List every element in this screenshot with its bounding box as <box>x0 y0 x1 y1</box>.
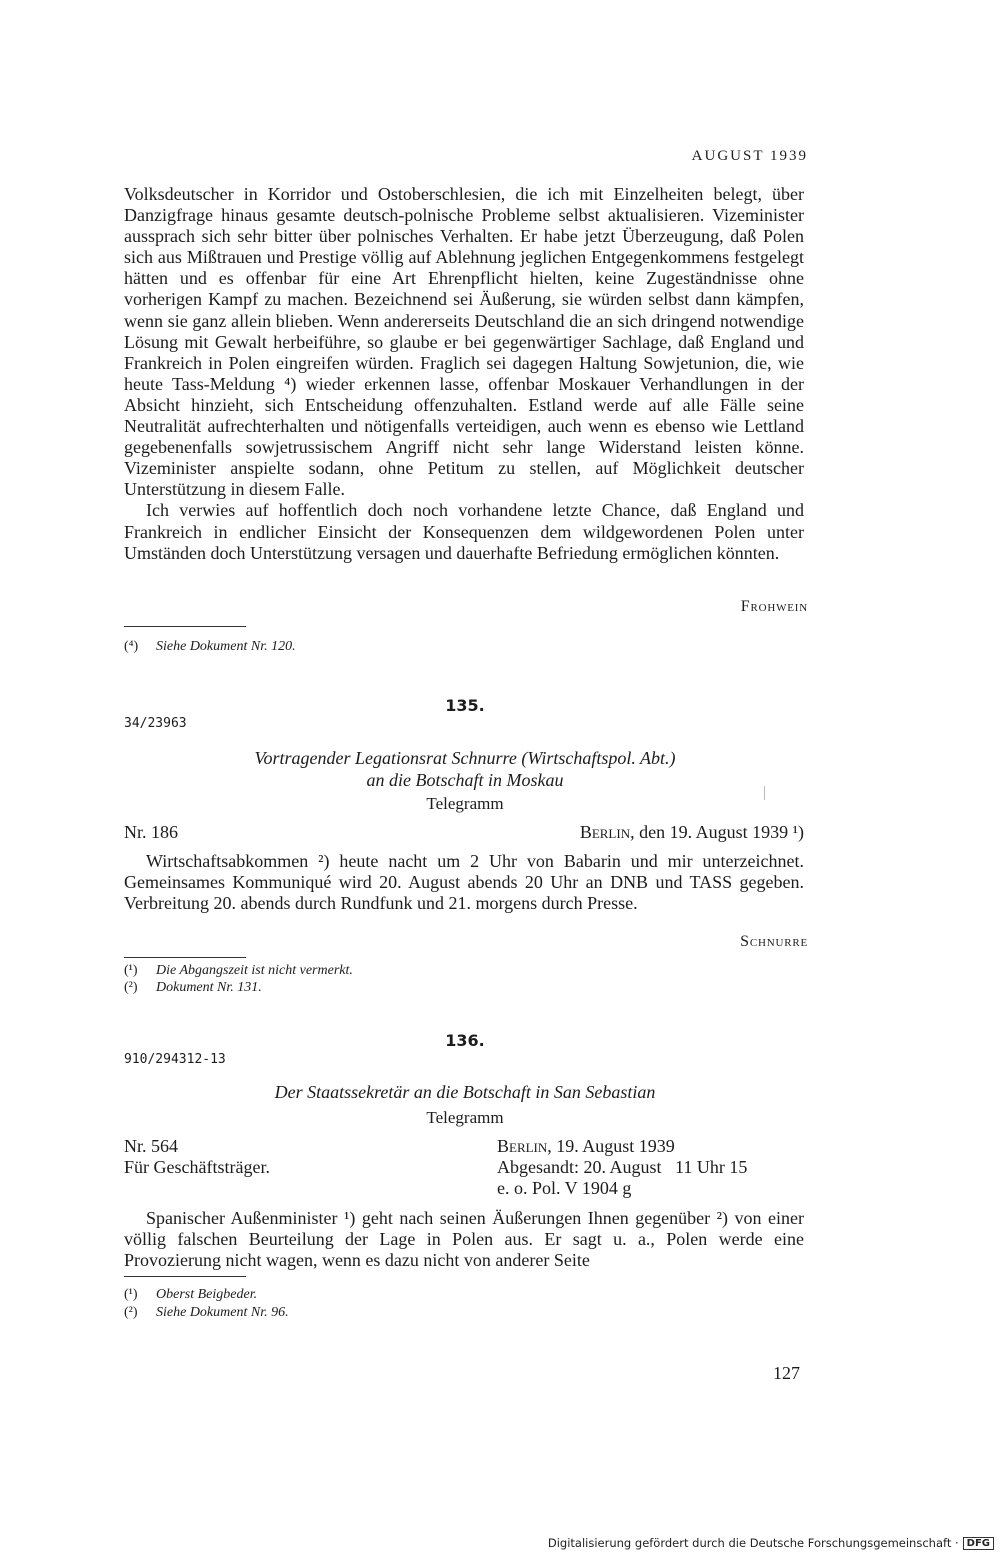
footnote-text: Siehe Dokument Nr. 96. <box>156 1305 289 1320</box>
digitization-footer <box>0 1535 1000 1554</box>
document-type: Telegramm <box>426 794 504 813</box>
document-number: 136. <box>445 1031 485 1050</box>
telegram-sent-time: Abgesandt: 20. August 11 Uhr 15 <box>497 1157 748 1177</box>
telegram-dateline <box>497 1136 675 1157</box>
signature-schnurre: Schnurre <box>740 933 808 950</box>
page-number: 127 <box>773 1363 800 1383</box>
paragraph: Ich verwies auf hoffentlich doch noch vorhandene letzte Chance, daß England und Frankreich in endlicher Einsicht der Konsequenzen dem wildgewordenen Polen unter Umständen doch Unterstützung versagen und dauerhafte Befriedung ermöglichen könnten. <box>124 500 804 563</box>
footnote-rule <box>124 957 246 958</box>
footnote <box>124 1286 257 1303</box>
document-body <box>124 1208 804 1271</box>
footnote-text: Siehe Dokument Nr. 120. <box>156 639 296 654</box>
footnote-mark: (²) <box>124 980 138 995</box>
document-heading: Der Staatssekretär an die Botschaft in San Sebastian <box>274 1082 656 1102</box>
footnote-mark: (⁴) <box>124 639 139 654</box>
footnote <box>124 962 353 979</box>
signature-frohwein: Frohwein <box>740 598 808 615</box>
continuation-text <box>124 184 804 564</box>
film-reference: 34/23963 <box>124 716 187 731</box>
footnote-mark: (¹) <box>124 1287 138 1302</box>
paragraph: Wirtschaftsabkommen ²) heute nacht um 2 Uhr von Babarin und mir unterzeichnet. Gemeinsames Kommuniqué wird 20. August abends 20 Uhr an DNB und TASS gegeben. Verbreitung 20. abends durch Rundfunk und 21. morgens durch Presse. <box>124 851 804 914</box>
telegram-number: Nr. 186 <box>124 822 178 842</box>
dateline-place: Berlin, <box>497 1136 552 1156</box>
paragraph: Volksdeutscher in Korridor und Ostoberschlesien, die ich mit Einzelheiten belegt, über Danzigfrage hinaus gesamte deutsch-polnische Probleme selbst aktualisieren. Vizeminister aussprach sich sehr bitter über polnisches Verhalten. Er habe jetzt Überzeugung, daß Polen sich aus Mißtrauen und Prestige völlig auf Ablehnung jeglichen Entgegenkommens festgelegt hätten und es offenbar für eine Art Ehrenpflicht hielten, keine Zugeständnisse ohne vorherigen Kampf zu machen. Bezeichnend sei Äußerung, sie würden selbst dann kämpfen, wenn sie ganz allein blieben. Wenn andererseits Deutschland die an sich dringend notwendige Lösung mit Gewalt herbeiführe, so glaube er bei gegenwärtiger Sachlage, daß England und Frankreich in Polen eingreifen würden. Fraglich sei dagegen Haltung Sowjetunion, die, wie heute Tass-Meldung ⁴) wieder erkennen lasse, offenbar Moskauer Verhandlungen in der Absicht hinzieht, sich Entscheidung offenzuhalten. Estland werde auf alle Fälle seine Neutralität aufrechterhalten und nötigenfalls verteidigen, auch wenn es ebenso wie Lettland gegebenenfalls sowjetrussischem Angriff nicht sehr lange Widerstand leisten könne. Vizeminister anspielte sodann, ohne Petitum zu stellen, auf Möglichkeit deutscher Unterstützung in diesem Falle. <box>124 184 804 500</box>
running-head: AUGUST 1939 <box>691 148 808 164</box>
document-heading-line2: an die Botschaft in Moskau <box>366 770 564 790</box>
footnote-rule <box>124 1276 246 1277</box>
footnote-mark: (²) <box>124 1305 138 1320</box>
dfg-logo: DFG <box>963 1537 994 1550</box>
telegram-recipient: Für Geschäftsträger. <box>124 1157 270 1177</box>
file-reference: e. o. Pol. V 1904 g <box>497 1178 632 1198</box>
document-heading-line1: Vortragender Legationsrat Schnurre (Wirtschaftspol. Abt.) <box>254 748 676 768</box>
document-body <box>124 851 804 914</box>
document-number: 135. <box>445 696 485 715</box>
footnote <box>124 979 262 996</box>
footnote <box>124 638 296 655</box>
telegram-dateline <box>580 822 804 843</box>
document-type: Telegramm <box>426 1108 504 1127</box>
footnote-text: Oberst Beigbeder. <box>156 1287 258 1302</box>
dateline-date: den 19. August 1939 ¹) <box>634 822 804 842</box>
footnote-rule <box>124 626 246 627</box>
footnote-mark: (¹) <box>124 963 138 978</box>
paragraph: Spanischer Außenminister ¹) geht nach seinen Äußerungen Ihnen gegenüber ²) von einer völlig falschen Beurteilung der Lage in Polen aus. Er sagt u. a., Polen werde eine Provozierung nicht wagen, wenn es dazu nicht von anderer Seite <box>124 1208 804 1271</box>
dateline-date: 19. August 1939 <box>551 1136 675 1156</box>
footnote <box>124 1304 289 1321</box>
footnote-text: Dokument Nr. 131. <box>156 980 262 995</box>
dateline-place: Berlin, <box>579 822 635 842</box>
telegram-number: Nr. 564 <box>124 1136 178 1156</box>
film-reference: 910/294312-13 <box>124 1052 226 1067</box>
footnote-text: Die Abgangszeit ist nicht vermerkt. <box>156 963 353 978</box>
footer-text: Digitalisierung gefördert durch die Deutsche Forschungsgemeinschaft · <box>547 1536 959 1550</box>
